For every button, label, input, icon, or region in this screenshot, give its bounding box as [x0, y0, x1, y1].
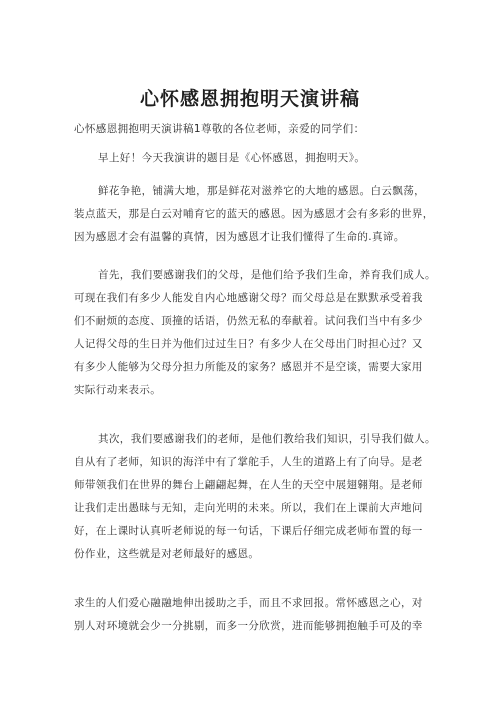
- paragraph-2-line-1: 首先，我们要感谢我们的父母，是他们给予我们生命，养育我们成人。: [98, 269, 436, 281]
- paragraph-3-line-5: 好，在上课时认真听老师说的每一句话，下课后仔细完成老师布置的每一: [74, 525, 423, 537]
- paragraph-3-line-2: 自从有了老师，知识的海洋中有了掌舵手，人生的道路上有了向导。是老: [74, 456, 423, 468]
- paragraph-2-line-6: 实际行动来表示。: [74, 384, 162, 396]
- greeting-line: 早上好！今天我演讲的题目是《心怀感恩，拥抱明天》。: [98, 152, 366, 164]
- paragraph-3-line-4: 让我们走出愚昧与无知，走向光明的未来。所以，我们在上课前大声地问: [74, 502, 423, 514]
- paragraph-2-line-5: 有多少人能够为父母分担力所能及的家务？感恩并不是空谈，需要大家用: [74, 361, 423, 373]
- paragraph-4-line-1: 求生的人们爱心融融地伸出援助之手，而且不求回报。常怀感恩之心，对: [74, 597, 423, 609]
- paragraph-2-line-2: 可现在我们有多少人能发自内心地感谢父母？而父母总是在默默承受着我: [74, 292, 423, 304]
- paragraph-3-line-3: 师带领我们在世界的舞台上翩翩起舞，在人生的天空中展翅翱翔。是老师: [74, 479, 423, 491]
- paragraph-4-line-2: 别人对环境就会少一分挑剔，而多一分欣赏，进而能够拥抱触手可及的幸: [74, 620, 423, 632]
- paragraph-1-line-1: 鲜花争艳，铺满大地，那是鲜花对滋养它的大地的感恩。白云飘荡，: [98, 185, 425, 197]
- paragraph-2-line-4: 人记得父母的生日并为他们过过生日？有多少人在父母出门时担心过？又: [74, 338, 423, 350]
- paragraph-1-line-2: 装点蓝天，那是白云对哺育它的蓝天的感恩。因为感恩才会有多彩的世界，: [74, 208, 434, 220]
- paragraph-1-line-3: 因为感恩才会有温馨的真情，因为感恩才让我们懂得了生命的.真谛。: [74, 231, 405, 243]
- paragraph-2-line-3: 们不耐烦的态度、顶撞的话语，仍然无私的奉献着。试问我们当中有多少: [74, 315, 423, 327]
- document-title: 心怀感恩拥抱明天演讲稿: [139, 88, 360, 110]
- paragraph-3-line-6: 份作业，这些就是对老师最好的感恩。: [74, 548, 260, 560]
- paragraph-3-line-1: 其次，我们要感谢我们的老师，是他们教给我们知识，引导我们做人。: [98, 433, 436, 445]
- intro-line: 心怀感恩拥抱明天演讲稿1尊敬的各位老师，亲爱的同学们：: [74, 123, 365, 135]
